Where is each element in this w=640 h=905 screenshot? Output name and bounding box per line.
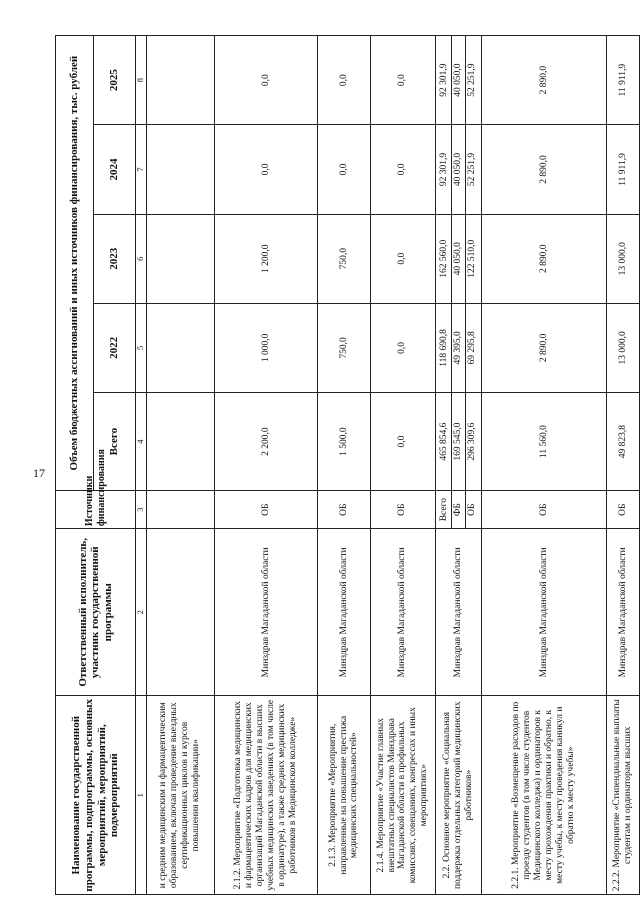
row-2025: 2 890,0 [481,36,606,125]
row-total: 49 823,8 [607,393,640,491]
row-2022: 13 000,0 [607,303,640,392]
value-ob: 52 251,9 [466,63,477,97]
row-2024 [147,125,215,214]
row-source: ОБ [607,491,640,529]
value-fb: 40 050,0 [452,125,466,213]
row-2022 [147,303,215,392]
column-index: 6 [136,214,147,303]
row-2025 [147,36,215,125]
value-ob: 69 295,8 [466,331,477,365]
header-executor: Ответственный исполнитель, участник государственной программы [56,529,136,696]
source-total: Всего [438,491,452,528]
source-ob: ОБ [466,503,477,516]
row-2023: 1 200,0 [214,214,318,303]
table-row [607,36,640,895]
row-2023: 0,0 [370,214,435,303]
row-total [436,393,482,491]
header-year-2023: 2023 [94,214,136,303]
row-2025: 0,0 [370,36,435,125]
row-executor: Минздрав Магаданской области [481,529,606,696]
row-total: 11 560,0 [481,393,606,491]
header-year-2025: 2025 [94,36,136,125]
column-index: 5 [136,303,147,392]
column-index: 4 [136,393,147,491]
header-name: Наименование государственной программы, подпрограммы, основных мероприятий, мероприятий, подмероприятий [56,696,136,895]
row-name: 2.2. Основное мероприятие «Социальная поддержка отдельных категорий медицинских работников» [436,696,482,895]
value-total: 465 854,6 [438,393,452,490]
row-name: 2.1.2. Мероприятие «Подготовка медицинских и фармацевтических кадров для медицинских организаций Магаданской области в высших учебных медицинских заведениях (в том числе в ординатуре), а также средних медицинских работников в Медицинском колледже» [214,696,318,895]
header-funding: Объем бюджетных ассигнований и иных источников финансирования, тыс. рублей [56,36,94,491]
row-2023 [147,214,215,303]
row-source: ОБ [370,491,435,529]
row-total: 1 500,0 [318,393,370,491]
source-fb: ФБ [452,491,466,528]
row-2025 [436,36,482,125]
column-index: 8 [136,36,147,125]
value-ob: 52 251,9 [466,152,477,187]
row-name: 2.2.2. Мероприятие «Стипендиальные выплаты студентам и ординаторам высших [607,696,640,895]
row-2024: 2 890,0 [481,125,606,214]
row-2024: 0,0 [370,125,435,214]
value-ob: 122 510,0 [466,239,477,278]
table-row [214,36,318,895]
row-2022: 0,0 [370,303,435,392]
value-ob: 296 309,6 [466,422,477,461]
row-total: 0,0 [370,393,435,491]
page-number: 17 [33,466,45,480]
row-2025: 0,0 [318,36,370,125]
row-2022: 750,0 [318,303,370,392]
row-2024: 11 911,9 [607,125,640,214]
value-fb: 40 050,0 [452,36,466,124]
row-2022: 1 000,0 [214,303,318,392]
row-executor: Минздрав Магаданской области [607,529,640,696]
row-executor: Минздрав Магаданской области [436,529,482,696]
row-executor [147,529,215,696]
row-2025: 11 911,9 [607,36,640,125]
value-fb: 40 050,0 [452,215,466,303]
row-source: ОБ [481,491,606,529]
row-2022 [436,303,482,392]
column-index: 3 [136,491,147,529]
row-2025: 0,0 [214,36,318,125]
value-total: 92 301,9 [438,36,452,124]
row-2023: 750,0 [318,214,370,303]
row-2024 [436,125,482,214]
row-source: ОБ [214,491,318,529]
header-year-2024: 2024 [94,125,136,214]
row-2023: 2 890,0 [481,214,606,303]
row-2023: 13 000,0 [607,214,640,303]
row-2022: 2 890,0 [481,303,606,392]
row-2024: 0,0 [318,125,370,214]
column-index-row [136,36,147,895]
column-index: 2 [136,529,147,696]
funding-table-container [55,35,640,895]
table-row [481,36,606,895]
row-executor: Минздрав Магаданской области [318,529,370,696]
funding-table [55,35,640,895]
row-name: 2.2.1. Мероприятие «Возмещение расходов по проезду студентов (в том числе студентов Медицинского колледжа) и ординаторов к месту прохождения практики и обратно, к месту учебы, к месту проведения каникул и обратно к месту учебы» [481,696,606,895]
row-2024: 0,0 [214,125,318,214]
value-fb: 169 545,0 [452,393,466,490]
table-row [318,36,370,895]
row-name: 2.1.4. Мероприятие «Участие главных внештатных специалистов Минздрава Магаданской области в профильных комиссиях, совещаниях, конгрессах и иных мероприятиях» [370,696,435,895]
header-total: Всего [94,393,136,491]
row-total [147,393,215,491]
row-name: и средним медицинским и фармацевтическим образованием, включая проведение выездных сертификационных циклов и курсов повышения квалификации» [147,696,215,895]
row-executor: Минздрав Магаданской области [214,529,318,696]
column-index: 1 [136,696,147,895]
row-executor: Минздрав Магаданской области [370,529,435,696]
row-2023 [436,214,482,303]
column-index: 7 [136,125,147,214]
table-row [147,36,215,895]
header-source: Источники финансирования [56,491,136,529]
header-year-2022: 2022 [94,303,136,392]
row-source [147,491,215,529]
value-total: 118 690,8 [438,304,452,392]
row-source: ОБ [318,491,370,529]
row-name: 2.1.3. Мероприятие «Мероприятия, направленные на повышение престижа медицинских специальностей» [318,696,370,895]
value-fb: 49 395,0 [452,304,466,392]
table-row [370,36,435,895]
value-total: 162 560,0 [438,215,452,303]
table-row [436,36,482,895]
row-source [436,491,482,529]
row-total: 2 200,0 [214,393,318,491]
value-total: 92 301,9 [438,125,452,213]
